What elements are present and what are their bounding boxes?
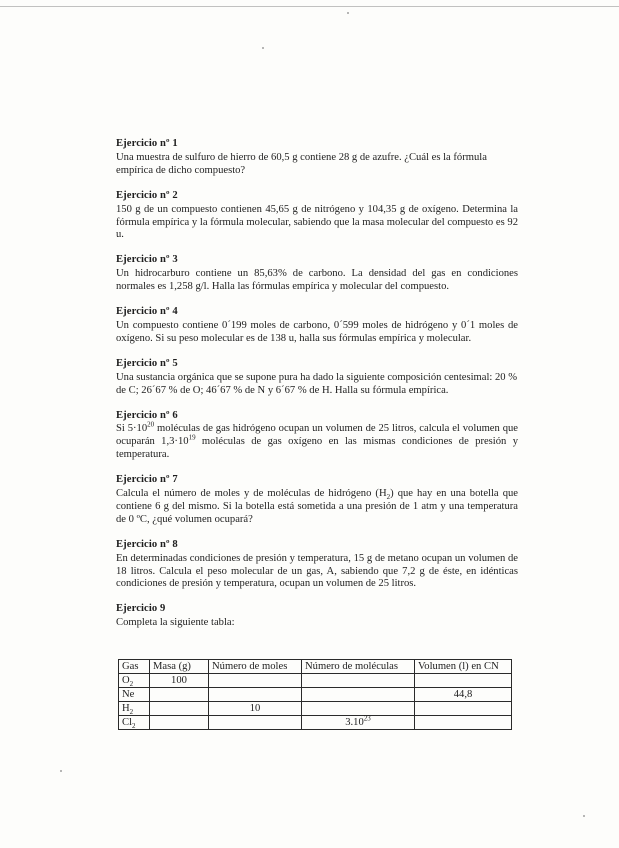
gas-symbol: Ne	[122, 688, 135, 700]
cell-masa	[150, 702, 209, 716]
exercise-text: En determinadas condiciones de presión y temperatura, 15 g de metano ocupan un volumen de 18 litros. Calcula el peso molecular de un gas, A, sabiendo que 7,2 g de éste, en idénticas condiciones de presión y temperatura, ocupan un volumen de 25 litros.	[116, 552, 518, 590]
subscript: 2	[132, 721, 136, 730]
cell-gas	[119, 702, 150, 716]
exercise-title: Ejercicio nº 6	[116, 409, 178, 421]
cell-volumen: 44,8	[415, 688, 512, 702]
exercise-6	[116, 410, 518, 463]
text-run: ) que hay en una botella que contiene 6 g del mismo. Si la botella está sometida a una presión de 1 atm y una temperatura de 0 ºC, ¿qué volumen ocupará?	[116, 488, 518, 525]
exercise-7	[116, 474, 518, 527]
exercise-title: Ejercicio nº 4	[116, 306, 178, 318]
exercise-8	[116, 539, 518, 592]
exponent: 20	[147, 420, 155, 429]
exercise-text	[116, 420, 518, 462]
table-header: Número de moléculas	[302, 660, 415, 674]
exercise-title: Ejercicio nº 7	[116, 474, 178, 486]
cell-masa	[150, 688, 209, 702]
exercise-1	[116, 138, 518, 178]
table-header: Gas	[119, 660, 150, 674]
subscript: 2	[129, 679, 134, 688]
exercise-2	[116, 190, 518, 243]
exercise-title: Ejercicio nº 5	[116, 357, 178, 369]
exercise-title: Ejercicio 9	[116, 603, 166, 615]
text-run: moléculas de gas oxígeno en las mismas condiciones de presión y temperatura.	[116, 436, 518, 461]
cell-gas	[119, 688, 150, 702]
scan-speck	[583, 815, 585, 817]
exercise-9	[116, 603, 518, 630]
text-run: moléculas de gas hidrógeno ocupan un volumen de 25 litros, calcula el volumen que ocuparán 1,3·10	[116, 423, 518, 448]
gas-symbol: H	[122, 702, 130, 714]
table-header: Número de moles	[209, 660, 302, 674]
exercise-3	[116, 254, 518, 294]
cell-gas	[119, 674, 150, 688]
cell-masa: 100	[150, 674, 209, 688]
cell-moleculas	[302, 713, 415, 730]
table-row	[119, 674, 512, 688]
cell-masa	[150, 716, 209, 730]
exercise-title: Ejercicio nº 1	[116, 138, 178, 149]
cell-moleculas	[302, 688, 415, 702]
exercise-title: Ejercicio nº 2	[116, 189, 178, 201]
scan-speck	[60, 770, 62, 772]
value: 3.10	[345, 716, 364, 728]
gas-symbol: O	[122, 674, 130, 686]
exercise-text	[116, 488, 518, 527]
cell-moles	[209, 674, 302, 688]
exercise-text: Una sustancia orgánica que se supone pura ha dado la siguiente composición centesimal: 20 % de C; 26´67 % de O; 46´67 % de N y 6´67 % de H. Halla su fórmula empírica.	[116, 371, 518, 396]
cell-moles	[209, 716, 302, 730]
cell-gas	[119, 716, 150, 730]
cell-volumen	[415, 702, 512, 716]
exercise-title: Ejercicio nº 3	[116, 254, 178, 266]
gas-symbol: Cl	[122, 716, 133, 728]
cell-moles: 10	[209, 702, 302, 716]
cell-volumen	[415, 716, 512, 730]
table-row	[119, 702, 512, 716]
cell-moleculas	[302, 702, 415, 716]
exercise-text: Una muestra de sulfuro de hierro de 60,5 g contiene 28 g de azufre. ¿Cuál es la fórmula empírica de dicho compuesto?	[116, 151, 487, 176]
exponent: 23	[363, 713, 371, 722]
exercise-text: Completa la siguiente tabla:	[116, 617, 235, 629]
table-row	[119, 688, 512, 702]
exercise-text: Un hidrocarburo contiene un 85,63% de carbono. La densidad del gas en condiciones normales es 1,258 g/l. Halla las fórmulas empírica y molecular del compuesto.	[116, 268, 518, 293]
table-header: Volumen (l) en CN	[415, 660, 512, 674]
exercise-4	[116, 306, 518, 346]
text-run: Calcula el número de moles y de moléculas de hidrógeno (H	[116, 488, 387, 500]
exercise-title: Ejercicio nº 8	[116, 538, 178, 550]
gas-table	[118, 659, 512, 730]
scan-speck	[347, 12, 349, 14]
subscript: 2	[386, 493, 391, 502]
exercise-text: Un compuesto contiene 0´199 moles de carbono, 0´599 moles de hidrógeno y 0´1 moles de oxígeno. Si su peso molecular es de 138 u, halla sus fórmulas empírica y molecular.	[116, 319, 518, 344]
table-header-row	[119, 660, 512, 674]
text-run: Si 5·10	[116, 423, 148, 435]
cell-moleculas	[302, 674, 415, 688]
scan-speck	[262, 47, 264, 49]
exercise-text: 150 g de un compuesto contienen 45,65 g de nitrógeno y 104,35 g de oxígeno. Determina la fórmula empírica y la fórmula molecular, sabiendo que la masa molecular del compuesto es 92 u.	[116, 203, 518, 241]
exercise-5	[116, 358, 518, 398]
exponent: 19	[188, 433, 196, 442]
scan-edge-line	[0, 6, 619, 7]
table-header: Masa (g)	[150, 660, 209, 674]
cell-moles	[209, 688, 302, 702]
exercise-sheet	[116, 138, 518, 642]
cell-volumen	[415, 674, 512, 688]
subscript: 2	[129, 707, 134, 716]
table-row	[119, 716, 512, 730]
